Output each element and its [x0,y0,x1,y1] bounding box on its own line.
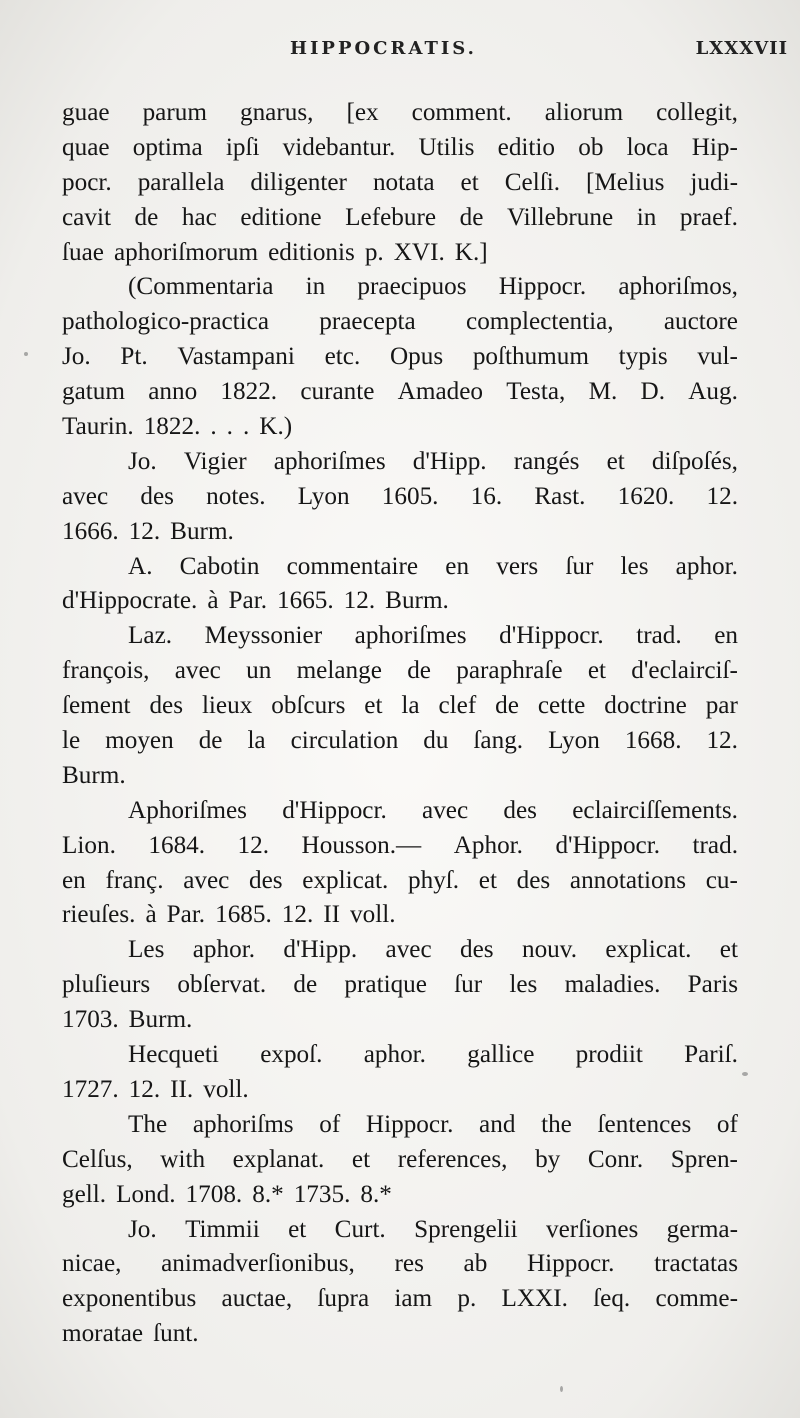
word: ſunt. [153,1320,199,1348]
word: Pt. [120,343,148,371]
word: Laz. [128,622,173,650]
word: 12. [128,1075,161,1103]
word: ſur [454,971,483,999]
word: de [134,203,159,231]
word: references, [397,1145,508,1173]
word: II. [170,1075,194,1103]
word: explanat. [232,1145,325,1173]
word: annotations [569,866,687,894]
word: curante [300,378,375,406]
word: Burm. [385,587,449,615]
word: 1665. [277,587,334,615]
word: obſcurs [271,692,346,720]
word: [ex [346,99,379,126]
word: of [319,1110,341,1138]
word: ſupra [317,1285,370,1313]
word: verſiones [545,1215,639,1243]
text-line [62,236,738,271]
word: de [198,727,223,755]
word: moyen [105,727,174,755]
word: A. [128,552,153,580]
text-line [62,375,738,410]
word: Sprengelii [414,1215,518,1243]
word: collegit, [656,99,738,126]
word: lieux [201,692,253,720]
word: ipſi [225,133,260,161]
word: res [394,1250,424,1278]
word: et [364,692,383,720]
word: 1703. [62,1006,119,1034]
word: et [587,657,607,685]
text-line [62,1073,738,1108]
word: 1822. [220,378,278,406]
text-line [62,445,738,480]
word: . [242,413,250,441]
text-line [62,201,738,236]
word: du [423,727,449,755]
word: Amadeo [397,378,483,406]
word: phyſ. [408,866,460,894]
word: K.) [259,413,293,441]
word: typis [618,343,668,371]
word: rieuſes. [62,901,136,929]
word: Hecqueti [128,1041,219,1069]
word: 1605. [381,482,439,510]
word: aphor. [192,936,255,964]
word: hac [181,203,217,231]
word: ſeq. [593,1285,631,1313]
word: 1708. [185,1180,243,1208]
word: diligenter [250,168,347,196]
word: expoſ. [260,1041,323,1069]
word: Lion. [62,831,116,859]
word: gatum [62,378,125,406]
word: 1684. [148,831,206,859]
word: 16. [470,482,503,510]
word: parum [142,99,207,126]
word: 1727. [62,1075,119,1103]
word: obſervat. [177,971,267,999]
word: 1668. [624,727,682,755]
word: paraphraſe [456,657,563,685]
text-line [62,515,738,550]
text-line [62,1213,738,1248]
word: pluſieurs [62,971,151,999]
text-line [62,724,738,759]
word: exponentibus [62,1285,197,1313]
word: praecepta [319,308,416,336]
word: Lefebure [345,203,437,231]
word: des [516,866,551,894]
word: et [288,1215,307,1243]
word: animadverſionibus, [161,1250,355,1278]
word: ſang. [473,727,524,755]
word: trad. [692,831,738,859]
word: Burm. [170,517,234,545]
text-line [62,829,738,864]
word: pathologico-practica [62,308,269,336]
word: ab [463,1250,488,1278]
text-line [62,270,738,305]
word: des [249,866,283,894]
word: videbantur. [282,133,396,161]
word: ſur [565,552,594,580]
word: Aug. [688,378,738,406]
word: parallela [137,168,225,196]
word: ſuae [62,238,104,266]
word: avec [385,936,432,964]
word: notes. [206,482,266,510]
text-line [62,933,738,968]
page-header [60,34,788,74]
word: de [495,692,519,720]
word: 12. [237,831,270,859]
word: LXXI. [501,1285,568,1313]
text-line [62,1282,738,1317]
word: judi- [690,168,738,196]
word: nouv. [521,936,578,964]
word: guae [62,99,110,126]
word: 1620. [617,482,675,510]
word: en [62,866,86,894]
word: des [149,692,184,720]
word: complectentia, [466,308,614,336]
word: moratae [62,1320,144,1348]
text-line [62,550,738,585]
word: avec [62,482,109,510]
word: d'Hipp. [283,936,358,964]
word: Par. [166,901,206,929]
word: Pariſ. [684,1041,738,1069]
text-line [62,584,738,619]
word: 12. [343,587,376,615]
word: trad. [636,622,682,650]
word: Aphor. [453,831,523,859]
word: aphoriſmes [273,447,386,475]
word: II [323,901,341,929]
word: in [305,273,326,301]
word: à [207,587,219,615]
word: les [620,552,649,580]
word: et [478,866,497,894]
word: . [226,413,233,441]
word: D. [640,378,665,406]
word: p. [457,1285,477,1313]
word: de [407,657,431,685]
word: notata [372,168,435,196]
text-line [62,898,738,933]
word: d'Hipp. [412,447,487,475]
word: (Commentaria [128,273,274,301]
word: Opus [389,343,444,371]
word: M. [588,378,618,406]
text-line [62,166,738,201]
word: tractatas [654,1250,738,1278]
word: p. [364,238,384,266]
word: gell. [62,1180,107,1208]
text-line [62,689,738,724]
word: d'eclairciſ- [631,657,738,685]
text-line [62,1143,738,1178]
word: editione [240,203,322,231]
word: cette [537,692,586,720]
word: cavit [62,203,111,231]
word: aphor. [363,1041,426,1069]
text-line [62,968,738,1003]
word: . [210,413,217,441]
word: Jo. [128,1215,157,1243]
word: 12. [128,517,161,545]
paper-speck [24,352,28,356]
word: et [460,168,479,196]
word: auctore [663,308,738,336]
word: nicae, [62,1250,122,1278]
word: d'Hippocr. [555,831,661,859]
word: maladies. [564,971,661,999]
word: des [460,936,494,964]
word: gnarus, [239,99,314,126]
word: eclairciſſements. [572,796,738,824]
page-number: LXXXVII [695,38,788,59]
word: circulation [290,727,399,755]
word: Hippocr. [365,1110,454,1138]
word: Cabotin [179,552,260,580]
text-line [62,654,738,689]
word: of [716,1110,738,1138]
word: avec [183,866,230,894]
word: comme- [655,1285,738,1313]
word: optima [132,133,203,161]
word: de [459,203,484,231]
word: le [62,727,81,755]
paper-speck [742,1072,748,1076]
word: vul- [697,343,738,371]
text-line [62,410,738,445]
word: Hippocr. [526,1250,615,1278]
word: melange [296,657,382,685]
word: aphoriſmes [354,622,467,650]
word: par [705,692,738,720]
word: à [145,901,157,929]
text-line [62,480,738,515]
word: de [293,971,318,999]
word: by [535,1145,561,1173]
word: XVI. [393,238,445,266]
word: 12. [281,901,314,929]
word: Meyssonier [204,622,323,650]
word: d'Hippocr. [282,796,387,824]
word: anno [148,378,198,406]
word: Utilis [418,133,475,161]
word: et [719,936,738,964]
text-line [62,794,738,829]
body-text [62,96,738,1352]
text-line [62,340,738,375]
word: [Melius [586,168,665,196]
word: Timmii [185,1215,260,1243]
running-title: HIPPOCRATIS. [290,38,477,59]
word: aphor. [675,552,738,580]
text-line [62,96,738,131]
text-line [62,1108,738,1143]
word: aliorum [544,99,624,126]
word: un [246,657,272,685]
word: d'Hippocr. [499,622,604,650]
word: Aphoriſmes [128,796,247,824]
text-line [62,1038,738,1073]
word: Lond. [116,1180,176,1208]
word: Celſi. [504,168,560,196]
word: avec [174,657,221,685]
word: 8.* [360,1180,392,1208]
paper-speck [560,1386,563,1392]
word: françois, [62,657,150,685]
word: 8.* [252,1180,284,1208]
word: aphoriſmos, [618,273,738,301]
word: Conr. [587,1145,644,1173]
word: explicat. [605,936,692,964]
word: poſthumum [472,343,589,371]
word: 1822. [143,413,201,441]
word: K.] [454,238,488,266]
word: et [606,447,625,475]
word: la [401,692,420,720]
word: Paris [687,971,738,999]
word: diſpoſés, [651,447,738,475]
word: Les [128,936,165,964]
word: doctrine [604,692,687,720]
word: ob [578,133,604,161]
word: Lyon [548,727,600,755]
word: franç. [105,866,164,894]
word: en [714,622,738,650]
text-line [62,1247,738,1282]
word: Vigier [183,447,247,475]
word: gallice [467,1041,535,1069]
word: 12. [706,482,738,510]
word: Curt. [334,1215,386,1243]
word: Burm. [62,761,126,789]
word: rangés [513,447,580,475]
text-line [62,305,738,340]
text-line [62,131,738,166]
word: voll. [203,1075,249,1103]
word: aphoriſmorum [113,238,259,266]
word: auctae, [221,1285,293,1313]
word: vers [496,552,539,580]
word: aphoriſms [192,1110,294,1138]
text-line [62,1317,738,1352]
text-line [62,1003,738,1038]
word: prodiit [575,1041,643,1069]
word: clef [438,692,477,720]
word: la [247,727,266,755]
word: praecipuos [357,273,467,301]
word: avec [422,796,469,824]
word: Jo. [128,447,157,475]
word: explicat. [302,866,389,894]
word: Vastampani [177,343,295,371]
word: iam [394,1285,433,1313]
word: Par. [228,587,267,615]
word: the [541,1110,572,1138]
word: with [160,1145,206,1173]
word: commentaire [286,552,419,580]
word: des [503,796,537,824]
word: Taurin. [62,413,134,441]
word: Spren- [670,1145,738,1173]
word: pocr. [62,168,112,196]
text-line [62,864,738,899]
word: et [351,1145,371,1173]
word: Villebrune [506,203,614,231]
word: ſentences [597,1110,692,1138]
word: ſement [62,692,131,720]
word: editio [497,133,556,161]
word: 1666. [62,517,119,545]
text-line [62,619,738,654]
word: d'Hippocrate. [62,587,198,615]
word: Burm. [128,1006,193,1034]
text-line [62,1178,738,1213]
word: loca [626,133,669,161]
word: Testa, [506,378,566,406]
word: The [128,1110,168,1138]
word: Rast. [534,482,586,510]
word: les [509,971,538,999]
word: in [636,203,657,231]
word: praef. [679,203,738,231]
word: pratique [344,971,427,999]
word: and [479,1110,516,1138]
word: des [140,482,174,510]
word: Hip- [691,133,738,161]
word: etc. [324,343,361,371]
word: 1735. [293,1180,351,1208]
word: Housson.— [301,831,422,859]
word: en [445,552,470,580]
word: germa- [666,1215,738,1243]
word: editionis [268,238,355,266]
word: voll. [350,901,396,929]
text-line [62,759,738,794]
word: Jo. [62,343,91,371]
word: 1685. [215,901,272,929]
word: comment. [411,99,512,126]
word: Hippocr. [498,273,587,301]
word: Lyon [297,482,350,510]
word: quae [62,133,110,161]
word: 12. [706,727,738,755]
word: Celſus, [62,1145,133,1173]
word: cu- [705,866,738,894]
